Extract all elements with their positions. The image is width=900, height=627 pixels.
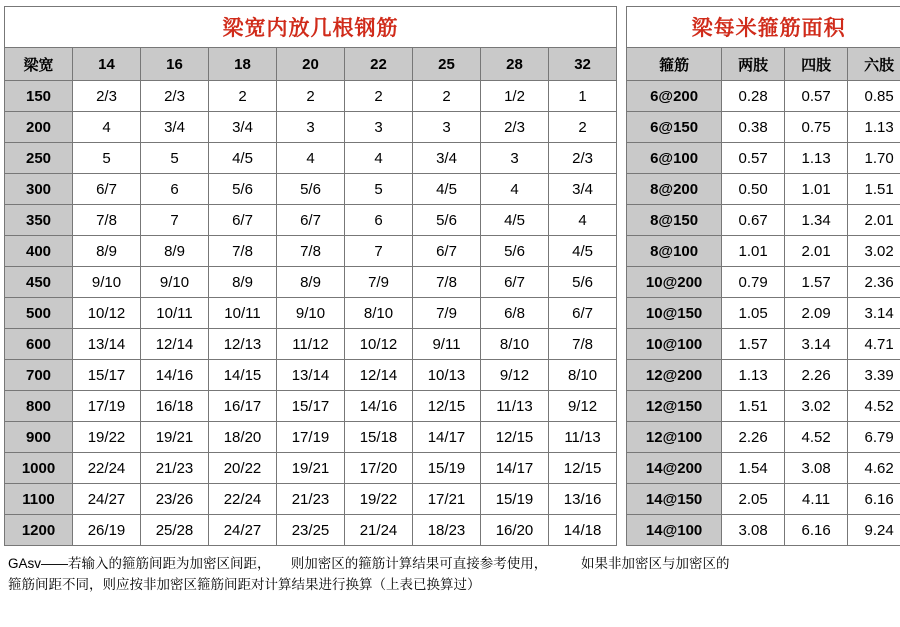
header-six-legs: 六肢 bbox=[848, 48, 900, 81]
column-separator bbox=[617, 174, 627, 205]
cell-count: 1 bbox=[549, 81, 617, 112]
cell-stirrup: 12@150 bbox=[627, 391, 722, 422]
cell-area-six: 2.01 bbox=[848, 205, 900, 236]
cell-count: 8/9 bbox=[209, 267, 277, 298]
cell-count: 14/16 bbox=[345, 391, 413, 422]
cell-count: 3/4 bbox=[141, 112, 209, 143]
header-rebar-32: 32 bbox=[549, 48, 617, 81]
column-separator bbox=[617, 236, 627, 267]
cell-count: 7/8 bbox=[209, 236, 277, 267]
cell-count: 12/14 bbox=[345, 360, 413, 391]
cell-count: 2 bbox=[549, 112, 617, 143]
cell-count: 12/15 bbox=[481, 422, 549, 453]
column-separator bbox=[617, 391, 627, 422]
cell-count: 7/8 bbox=[277, 236, 345, 267]
cell-area-two: 3.08 bbox=[722, 515, 785, 546]
cell-beam-width: 150 bbox=[5, 81, 73, 112]
cell-area-two: 0.57 bbox=[722, 143, 785, 174]
rebar-table bbox=[4, 6, 900, 546]
cell-count: 5/6 bbox=[413, 205, 481, 236]
cell-count: 4 bbox=[549, 205, 617, 236]
cell-area-two: 1.13 bbox=[722, 360, 785, 391]
cell-beam-width: 1000 bbox=[5, 453, 73, 484]
table-row bbox=[5, 143, 900, 174]
cell-count: 8/9 bbox=[141, 236, 209, 267]
header-rebar-25: 25 bbox=[413, 48, 481, 81]
cell-count: 11/13 bbox=[481, 391, 549, 422]
cell-area-two: 2.26 bbox=[722, 422, 785, 453]
cell-beam-width: 500 bbox=[5, 298, 73, 329]
cell-count: 5/6 bbox=[277, 174, 345, 205]
cell-beam-width: 300 bbox=[5, 174, 73, 205]
cell-stirrup: 12@100 bbox=[627, 422, 722, 453]
cell-count: 15/19 bbox=[413, 453, 481, 484]
cell-count: 24/27 bbox=[209, 515, 277, 546]
cell-count: 4 bbox=[277, 143, 345, 174]
column-separator bbox=[617, 515, 627, 546]
cell-area-two: 2.05 bbox=[722, 484, 785, 515]
table-header-row bbox=[5, 48, 900, 81]
column-separator bbox=[617, 484, 627, 515]
cell-area-two: 1.57 bbox=[722, 329, 785, 360]
cell-count: 19/21 bbox=[277, 453, 345, 484]
cell-count: 5/6 bbox=[549, 267, 617, 298]
cell-count: 6/7 bbox=[277, 205, 345, 236]
cell-count: 21/24 bbox=[345, 515, 413, 546]
cell-count: 10/12 bbox=[73, 298, 141, 329]
cell-beam-width: 1100 bbox=[5, 484, 73, 515]
cell-count: 13/14 bbox=[73, 329, 141, 360]
column-separator bbox=[617, 422, 627, 453]
cell-count: 14/18 bbox=[549, 515, 617, 546]
right-table-title: 梁每米箍筋面积 bbox=[627, 7, 900, 48]
cell-count: 4 bbox=[481, 174, 549, 205]
cell-area-six: 3.14 bbox=[848, 298, 900, 329]
cell-count: 4/5 bbox=[481, 205, 549, 236]
cell-count: 5 bbox=[141, 143, 209, 174]
cell-area-two: 1.51 bbox=[722, 391, 785, 422]
cell-area-four: 1.57 bbox=[785, 267, 848, 298]
cell-area-four: 2.09 bbox=[785, 298, 848, 329]
cell-count: 14/17 bbox=[481, 453, 549, 484]
table-row bbox=[5, 484, 900, 515]
cell-count: 15/17 bbox=[73, 360, 141, 391]
cell-area-two: 1.01 bbox=[722, 236, 785, 267]
header-two-legs: 两肢 bbox=[722, 48, 785, 81]
cell-count: 10/11 bbox=[209, 298, 277, 329]
cell-area-six: 4.62 bbox=[848, 453, 900, 484]
cell-area-two: 0.38 bbox=[722, 112, 785, 143]
cell-count: 7/9 bbox=[413, 298, 481, 329]
cell-stirrup: 6@150 bbox=[627, 112, 722, 143]
cell-count: 8/10 bbox=[345, 298, 413, 329]
cell-area-six: 2.36 bbox=[848, 267, 900, 298]
cell-count: 5 bbox=[345, 174, 413, 205]
column-separator bbox=[617, 48, 627, 81]
cell-stirrup: 8@200 bbox=[627, 174, 722, 205]
cell-area-four: 2.26 bbox=[785, 360, 848, 391]
cell-area-four: 3.14 bbox=[785, 329, 848, 360]
cell-count: 25/28 bbox=[141, 515, 209, 546]
cell-count: 5/6 bbox=[209, 174, 277, 205]
cell-stirrup: 14@200 bbox=[627, 453, 722, 484]
cell-count: 18/20 bbox=[209, 422, 277, 453]
cell-count: 4 bbox=[73, 112, 141, 143]
header-beam-width: 梁宽 bbox=[5, 48, 73, 81]
cell-count: 2/3 bbox=[73, 81, 141, 112]
cell-area-two: 0.67 bbox=[722, 205, 785, 236]
column-separator bbox=[617, 112, 627, 143]
table-row bbox=[5, 174, 900, 205]
cell-count: 17/19 bbox=[73, 391, 141, 422]
cell-area-two: 0.79 bbox=[722, 267, 785, 298]
header-rebar-16: 16 bbox=[141, 48, 209, 81]
cell-count: 2/3 bbox=[549, 143, 617, 174]
cell-stirrup: 8@150 bbox=[627, 205, 722, 236]
cell-count: 8/9 bbox=[277, 267, 345, 298]
cell-count: 2 bbox=[413, 81, 481, 112]
cell-beam-width: 200 bbox=[5, 112, 73, 143]
cell-area-six: 4.52 bbox=[848, 391, 900, 422]
cell-count: 4/5 bbox=[413, 174, 481, 205]
column-separator bbox=[617, 329, 627, 360]
cell-beam-width: 700 bbox=[5, 360, 73, 391]
footnote-line-2: 箍筋间距不同，则应按非加密区箍筋间距对计算结果进行换算（上表已换算过） bbox=[8, 576, 481, 592]
cell-area-four: 2.01 bbox=[785, 236, 848, 267]
cell-count: 3/4 bbox=[549, 174, 617, 205]
cell-count: 10/11 bbox=[141, 298, 209, 329]
cell-count: 12/13 bbox=[209, 329, 277, 360]
header-rebar-14: 14 bbox=[73, 48, 141, 81]
table-title-row bbox=[5, 7, 900, 48]
cell-count: 26/19 bbox=[73, 515, 141, 546]
cell-count: 14/15 bbox=[209, 360, 277, 391]
cell-count: 23/25 bbox=[277, 515, 345, 546]
cell-area-four: 0.57 bbox=[785, 81, 848, 112]
table-row bbox=[5, 112, 900, 143]
cell-count: 6/7 bbox=[73, 174, 141, 205]
footnote-line-1: GAsv——若输入的箍筋间距为加密区间距， 则加密区的箍筋计算结果可直接参考使用， 如果非加密区与加密区的 bbox=[8, 556, 730, 571]
cell-count: 2 bbox=[345, 81, 413, 112]
cell-count: 9/10 bbox=[141, 267, 209, 298]
cell-count: 24/27 bbox=[73, 484, 141, 515]
cell-area-six: 0.85 bbox=[848, 81, 900, 112]
cell-stirrup: 8@100 bbox=[627, 236, 722, 267]
cell-area-four: 6.16 bbox=[785, 515, 848, 546]
cell-count: 7/8 bbox=[549, 329, 617, 360]
cell-count: 16/17 bbox=[209, 391, 277, 422]
cell-area-two: 1.05 bbox=[722, 298, 785, 329]
cell-count: 2/3 bbox=[141, 81, 209, 112]
table-row bbox=[5, 298, 900, 329]
cell-beam-width: 400 bbox=[5, 236, 73, 267]
cell-count: 13/16 bbox=[549, 484, 617, 515]
cell-area-six: 1.13 bbox=[848, 112, 900, 143]
cell-stirrup: 14@150 bbox=[627, 484, 722, 515]
cell-beam-width: 250 bbox=[5, 143, 73, 174]
cell-count: 6/8 bbox=[481, 298, 549, 329]
cell-count: 19/22 bbox=[345, 484, 413, 515]
cell-count: 9/11 bbox=[413, 329, 481, 360]
cell-area-four: 3.02 bbox=[785, 391, 848, 422]
cell-count: 6/7 bbox=[481, 267, 549, 298]
cell-count: 7 bbox=[141, 205, 209, 236]
cell-beam-width: 350 bbox=[5, 205, 73, 236]
cell-stirrup: 10@150 bbox=[627, 298, 722, 329]
cell-count: 22/24 bbox=[209, 484, 277, 515]
cell-count: 19/22 bbox=[73, 422, 141, 453]
header-rebar-20: 20 bbox=[277, 48, 345, 81]
cell-area-four: 1.34 bbox=[785, 205, 848, 236]
left-table-title: 梁宽内放几根钢筋 bbox=[5, 7, 617, 48]
cell-stirrup: 6@100 bbox=[627, 143, 722, 174]
cell-count: 12/15 bbox=[549, 453, 617, 484]
cell-count: 2 bbox=[277, 81, 345, 112]
cell-area-two: 0.50 bbox=[722, 174, 785, 205]
table-row bbox=[5, 81, 900, 112]
cell-count: 8/10 bbox=[481, 329, 549, 360]
cell-count: 8/9 bbox=[73, 236, 141, 267]
cell-count: 21/23 bbox=[141, 453, 209, 484]
cell-stirrup: 12@200 bbox=[627, 360, 722, 391]
cell-count: 9/12 bbox=[549, 391, 617, 422]
table-row bbox=[5, 236, 900, 267]
cell-count: 2 bbox=[209, 81, 277, 112]
cell-count: 14/17 bbox=[413, 422, 481, 453]
cell-count: 3 bbox=[481, 143, 549, 174]
cell-count: 16/18 bbox=[141, 391, 209, 422]
table-row bbox=[5, 205, 900, 236]
cell-count: 6/7 bbox=[549, 298, 617, 329]
cell-count: 6/7 bbox=[209, 205, 277, 236]
cell-count: 1/2 bbox=[481, 81, 549, 112]
cell-beam-width: 450 bbox=[5, 267, 73, 298]
header-four-legs: 四肢 bbox=[785, 48, 848, 81]
header-rebar-18: 18 bbox=[209, 48, 277, 81]
cell-beam-width: 1200 bbox=[5, 515, 73, 546]
cell-count: 3 bbox=[345, 112, 413, 143]
cell-count: 12/14 bbox=[141, 329, 209, 360]
cell-count: 7/8 bbox=[73, 205, 141, 236]
cell-beam-width: 900 bbox=[5, 422, 73, 453]
column-separator bbox=[617, 267, 627, 298]
cell-count: 5 bbox=[73, 143, 141, 174]
cell-area-six: 3.39 bbox=[848, 360, 900, 391]
cell-count: 21/23 bbox=[277, 484, 345, 515]
title-separator bbox=[617, 7, 627, 48]
column-separator bbox=[617, 81, 627, 112]
cell-count: 15/18 bbox=[345, 422, 413, 453]
cell-stirrup: 14@100 bbox=[627, 515, 722, 546]
table-row bbox=[5, 329, 900, 360]
table-row bbox=[5, 360, 900, 391]
cell-area-two: 1.54 bbox=[722, 453, 785, 484]
cell-count: 4/5 bbox=[209, 143, 277, 174]
cell-count: 9/10 bbox=[277, 298, 345, 329]
cell-area-four: 3.08 bbox=[785, 453, 848, 484]
cell-count: 23/26 bbox=[141, 484, 209, 515]
cell-stirrup: 10@100 bbox=[627, 329, 722, 360]
cell-count: 17/19 bbox=[277, 422, 345, 453]
cell-count: 13/14 bbox=[277, 360, 345, 391]
cell-count: 17/20 bbox=[345, 453, 413, 484]
cell-area-two: 0.28 bbox=[722, 81, 785, 112]
cell-area-six: 6.79 bbox=[848, 422, 900, 453]
cell-area-four: 4.11 bbox=[785, 484, 848, 515]
header-rebar-28: 28 bbox=[481, 48, 549, 81]
cell-stirrup: 10@200 bbox=[627, 267, 722, 298]
cell-stirrup: 6@200 bbox=[627, 81, 722, 112]
table-row bbox=[5, 267, 900, 298]
cell-area-six: 1.70 bbox=[848, 143, 900, 174]
cell-count: 15/17 bbox=[277, 391, 345, 422]
cell-count: 7/9 bbox=[345, 267, 413, 298]
cell-count: 9/10 bbox=[73, 267, 141, 298]
cell-count: 3 bbox=[413, 112, 481, 143]
cell-area-four: 0.75 bbox=[785, 112, 848, 143]
cell-count: 12/15 bbox=[413, 391, 481, 422]
cell-count: 5/6 bbox=[481, 236, 549, 267]
cell-count: 16/20 bbox=[481, 515, 549, 546]
cell-area-six: 4.71 bbox=[848, 329, 900, 360]
cell-count: 10/12 bbox=[345, 329, 413, 360]
cell-count: 4/5 bbox=[549, 236, 617, 267]
cell-count: 22/24 bbox=[73, 453, 141, 484]
header-rebar-22: 22 bbox=[345, 48, 413, 81]
table-row bbox=[5, 422, 900, 453]
column-separator bbox=[617, 205, 627, 236]
column-separator bbox=[617, 360, 627, 391]
cell-count: 8/10 bbox=[549, 360, 617, 391]
table-row bbox=[5, 515, 900, 546]
cell-count: 18/23 bbox=[413, 515, 481, 546]
table-row bbox=[5, 453, 900, 484]
cell-count: 2/3 bbox=[481, 112, 549, 143]
cell-area-six: 3.02 bbox=[848, 236, 900, 267]
cell-area-four: 1.01 bbox=[785, 174, 848, 205]
cell-area-four: 4.52 bbox=[785, 422, 848, 453]
cell-count: 14/16 bbox=[141, 360, 209, 391]
cell-count: 11/12 bbox=[277, 329, 345, 360]
table-row bbox=[5, 391, 900, 422]
cell-count: 19/21 bbox=[141, 422, 209, 453]
cell-count: 4 bbox=[345, 143, 413, 174]
footnotes bbox=[8, 554, 896, 596]
cell-area-six: 6.16 bbox=[848, 484, 900, 515]
cell-beam-width: 600 bbox=[5, 329, 73, 360]
cell-area-six: 9.24 bbox=[848, 515, 900, 546]
cell-area-four: 1.13 bbox=[785, 143, 848, 174]
cell-count: 3/4 bbox=[413, 143, 481, 174]
cell-count: 10/13 bbox=[413, 360, 481, 391]
cell-area-six: 1.51 bbox=[848, 174, 900, 205]
column-separator bbox=[617, 298, 627, 329]
cell-count: 6 bbox=[141, 174, 209, 205]
cell-count: 11/13 bbox=[549, 422, 617, 453]
cell-count: 7 bbox=[345, 236, 413, 267]
column-separator bbox=[617, 453, 627, 484]
cell-count: 6/7 bbox=[413, 236, 481, 267]
cell-count: 7/8 bbox=[413, 267, 481, 298]
column-separator bbox=[617, 143, 627, 174]
cell-count: 3/4 bbox=[209, 112, 277, 143]
cell-beam-width: 800 bbox=[5, 391, 73, 422]
cell-count: 17/21 bbox=[413, 484, 481, 515]
cell-count: 6 bbox=[345, 205, 413, 236]
cell-count: 20/22 bbox=[209, 453, 277, 484]
cell-count: 15/19 bbox=[481, 484, 549, 515]
cell-count: 3 bbox=[277, 112, 345, 143]
cell-count: 9/12 bbox=[481, 360, 549, 391]
header-stirrup: 箍筋 bbox=[627, 48, 722, 81]
